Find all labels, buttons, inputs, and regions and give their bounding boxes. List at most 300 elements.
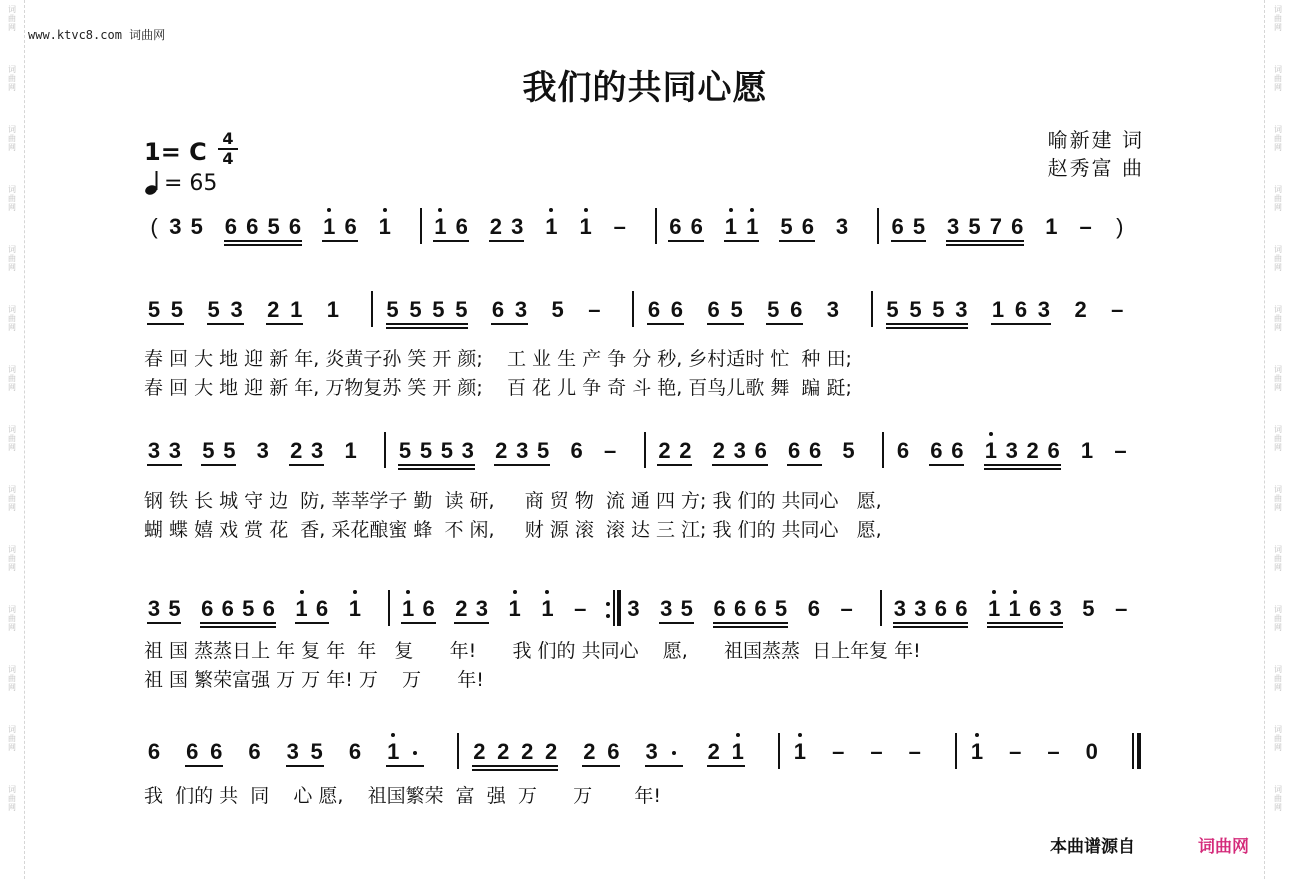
watermark-char: 曲 [1274, 194, 1282, 203]
watermark-char: 词 [8, 425, 16, 434]
note: 2 [473, 739, 486, 764]
note: 1 [387, 739, 400, 764]
beam-underline [147, 323, 184, 325]
note: 2 [679, 438, 692, 463]
beam-underline [645, 765, 683, 767]
watermark-char: 网 [8, 443, 16, 452]
note: 5 [774, 596, 788, 621]
beam-underline [386, 323, 469, 325]
note: 6 [951, 438, 964, 463]
beam-underline [707, 765, 745, 767]
beam-underline [787, 464, 822, 466]
watermark-char: 曲 [8, 674, 16, 683]
note: 1 [984, 438, 997, 463]
watermark-char: 词 [8, 485, 16, 494]
lyric-line: 祖 国 繁荣富强 万 万 年! 万 万 年! [144, 669, 484, 691]
note: 2 [712, 438, 725, 463]
note: – [908, 739, 921, 764]
watermark-char: 网 [8, 23, 16, 32]
watermark-char: 曲 [8, 374, 16, 383]
note: 1 [988, 596, 1001, 621]
note: – [588, 297, 601, 322]
beam-underline [322, 240, 357, 242]
note: 5 [968, 214, 981, 239]
high-octave-dot [406, 590, 410, 594]
beam-underline [893, 622, 968, 624]
watermark-char: 曲 [8, 554, 16, 563]
note: 5 [842, 438, 855, 463]
note: 6 [246, 214, 259, 239]
lyric-line: 春 回 大 地 迎 新 年, 万物复苏 笑 开 颜; 百 花 儿 争 奇 斗 艳, 百鸟儿歌 舞 蹁 跹; [144, 377, 852, 399]
beam-underline [185, 765, 223, 767]
beam-underline [489, 240, 524, 242]
note: 6 [896, 438, 910, 463]
watermark-char: 网 [8, 503, 16, 512]
barline [617, 590, 621, 626]
beam-underline [707, 323, 744, 325]
note: 5 [242, 596, 255, 621]
beam-underline [668, 240, 703, 242]
watermark-char: 曲 [8, 74, 16, 83]
watermark-char: 曲 [8, 434, 16, 443]
high-octave-dot [549, 208, 553, 212]
note: 6 [754, 596, 767, 621]
beam-underline [659, 622, 693, 624]
watermark-char: 词 [1274, 605, 1282, 614]
note: 1 [348, 596, 361, 621]
note: 5 [909, 297, 922, 322]
note: 1 [731, 739, 744, 764]
note: 1 [401, 596, 415, 621]
note: 3 [914, 596, 927, 621]
note: 1 [793, 739, 807, 764]
note: 2 [521, 739, 534, 764]
high-octave-dot [750, 208, 754, 212]
watermark-char: 曲 [1274, 374, 1282, 383]
note: – [1047, 739, 1060, 764]
note: 6 [348, 739, 362, 764]
note: 5 [419, 438, 433, 463]
barline [778, 733, 780, 769]
note: 5 [455, 297, 468, 322]
note: 3 [461, 438, 474, 463]
high-octave-dot [327, 208, 331, 212]
beam-underline [724, 240, 759, 242]
note: 1 [326, 297, 340, 322]
note: 5 [767, 297, 780, 322]
lyric-line: 钢 铁 长 城 守 边 防, 莘莘学子 勤 读 研, 商 贸 物 流 通 四 方; 我 们的 共同心 愿, [144, 490, 882, 512]
watermark-char: 曲 [8, 794, 16, 803]
note: 1 [378, 214, 391, 239]
lyric-line: 我 们的 共 同 心 愿, 祖国繁荣 富 强 万 万 年! [144, 785, 661, 807]
watermark-char: 词 [1274, 365, 1282, 374]
high-octave-dot [989, 432, 993, 436]
beam-underline [472, 769, 558, 771]
note: 5 [1082, 596, 1095, 621]
note: 2 [707, 739, 720, 764]
barline [880, 590, 882, 626]
note: 6 [344, 214, 357, 239]
note: 6 [754, 438, 767, 463]
note: 6 [669, 214, 682, 239]
note: 5 [780, 214, 793, 239]
watermark-char: 曲 [1274, 494, 1282, 503]
beam-underline [224, 244, 302, 246]
note: 6 [288, 214, 302, 239]
watermark-char: 词 [1274, 485, 1282, 494]
watermark-char: 词 [8, 125, 16, 134]
note: – [574, 596, 587, 621]
note: 3 [733, 438, 746, 463]
note: – [1115, 596, 1128, 621]
note: 6 [455, 214, 468, 239]
note: 1 [724, 214, 738, 239]
beam-underline [491, 323, 528, 325]
watermark-char: 网 [8, 623, 16, 632]
note: 3 [1005, 438, 1018, 463]
note: 3 [1049, 596, 1062, 621]
high-octave-dot [545, 590, 549, 594]
note: 1 [1008, 596, 1021, 621]
beam-underline [401, 622, 435, 624]
beam-underline [472, 765, 558, 767]
note: 6 [262, 596, 275, 621]
note: 2 [495, 438, 508, 463]
note: 6 [422, 596, 435, 621]
note: 5 [310, 739, 323, 764]
note: 1 [323, 214, 336, 239]
note: 6 [647, 297, 661, 322]
watermark-char: 词 [8, 725, 16, 734]
note: 3 [147, 438, 161, 463]
watermark-char: 网 [1274, 23, 1282, 32]
note: – [603, 438, 617, 463]
note: ( [150, 214, 158, 239]
watermark-char: 词 [1274, 425, 1282, 434]
beam-underline [713, 622, 788, 624]
high-octave-dot [383, 208, 387, 212]
note: 2 [455, 596, 468, 621]
note: 2 [583, 739, 596, 764]
note: – [1114, 438, 1127, 463]
note: 5 [536, 438, 550, 463]
high-octave-dot [584, 208, 588, 212]
note: 6 [570, 438, 583, 463]
watermark-char: 网 [1274, 143, 1282, 152]
note: 6 [690, 214, 703, 239]
note: 5 [432, 297, 445, 322]
watermark-char: 词 [1274, 125, 1282, 134]
note: 3 [835, 214, 849, 239]
beam-underline [946, 244, 1024, 246]
beam-underline [200, 622, 275, 624]
beam-underline [433, 240, 468, 242]
note: – [840, 596, 853, 621]
note: 3 [516, 438, 529, 463]
beam-underline [289, 464, 324, 466]
watermark-char: 网 [8, 203, 16, 212]
note: 1 [1045, 214, 1058, 239]
tempo-value: = 65 [164, 170, 218, 196]
note: 5 [551, 297, 564, 322]
note: 6 [1011, 214, 1024, 239]
high-octave-dot [992, 590, 996, 594]
beam-underline [386, 327, 469, 329]
barline [644, 432, 646, 468]
note: 3 [169, 214, 182, 239]
watermark-char: 曲 [1274, 614, 1282, 623]
watermark-char: 网 [1274, 443, 1282, 452]
note: 6 [210, 739, 223, 764]
song-title: 我们的共同心愿 [522, 68, 768, 108]
lyric-line: 祖 国 蒸蒸日上 年 复 年 年 复 年! 我 们的 共同心 愿, 祖国蒸蒸 日上年复 年! [144, 640, 921, 662]
note: 7 [989, 214, 1002, 239]
watermark-char: 词 [8, 305, 16, 314]
watermark-char: 曲 [8, 614, 16, 623]
watermark-char: 词 [1274, 665, 1282, 674]
note: 3 [947, 214, 960, 239]
watermark-char: 曲 [1274, 74, 1282, 83]
note: 1 [434, 214, 447, 239]
watermark-char: 词 [1274, 245, 1282, 254]
beam-underline [398, 468, 475, 470]
watermark-char: 曲 [8, 734, 16, 743]
beam-underline [987, 626, 1062, 628]
note: 6 [224, 214, 238, 239]
beam-underline [647, 323, 684, 325]
note: 5 [409, 297, 422, 322]
barline [1137, 733, 1141, 769]
watermark-char: 网 [8, 683, 16, 692]
note: 2 [658, 438, 671, 463]
note: 5 [730, 297, 743, 322]
note: 3 [645, 739, 658, 764]
note: 6 [221, 596, 234, 621]
beam-underline [946, 240, 1024, 242]
barline [384, 432, 386, 468]
watermark-char: 曲 [1274, 134, 1282, 143]
watermark-char: 曲 [1274, 734, 1282, 743]
watermark-char: 词 [1274, 785, 1282, 794]
note: 1 [970, 739, 984, 764]
note: 1 [290, 297, 303, 322]
watermark-char: 网 [1274, 623, 1282, 632]
watermark-char: 词 [8, 545, 16, 554]
watermark-char: 网 [1274, 683, 1282, 692]
watermark-char: 词 [1274, 305, 1282, 314]
note: 1 [746, 214, 759, 239]
watermark-char: 词 [8, 365, 16, 374]
key-signature: 1= C [144, 138, 207, 166]
composer-credit: 赵秀富 曲 [1047, 156, 1144, 180]
beam-underline [779, 240, 814, 242]
beam-underline [454, 622, 488, 624]
note: ) [1116, 214, 1124, 239]
note: 6 [248, 739, 261, 764]
repeat-dot [606, 614, 610, 618]
watermark-char: 网 [8, 83, 16, 92]
note: 3 [168, 438, 182, 463]
barline [457, 733, 459, 769]
note: 5 [932, 297, 945, 322]
note: 2 [497, 739, 510, 764]
meter-bottom: 4 [222, 149, 234, 168]
note: 1 [295, 596, 308, 621]
watermark-char: 词 [8, 5, 16, 14]
watermark-char: 曲 [1274, 794, 1282, 803]
note: 5 [170, 297, 184, 322]
source-label: 本曲谱源自 [1050, 837, 1135, 857]
beam-underline [766, 323, 803, 325]
note: 3 [147, 596, 161, 621]
watermark-char: 曲 [8, 314, 16, 323]
watermark-char: 网 [8, 563, 16, 572]
note: 1 [508, 596, 521, 621]
watermark-char: 网 [8, 383, 16, 392]
high-octave-dot [513, 590, 517, 594]
note: 5 [398, 438, 412, 463]
high-octave-dot [391, 733, 395, 737]
note: 6 [1029, 596, 1042, 621]
barline [420, 208, 422, 244]
barline [877, 208, 879, 244]
note: 3 [627, 596, 640, 621]
high-octave-dot [729, 208, 733, 212]
watermark-char: 网 [8, 743, 16, 752]
beam-underline [713, 626, 788, 628]
note: 5 [267, 214, 280, 239]
note: 2 [290, 438, 303, 463]
note: 3 [286, 739, 299, 764]
note: – [1079, 214, 1092, 239]
high-octave-dot [438, 208, 442, 212]
meter-top: 4 [222, 129, 234, 148]
watermark-char: 网 [1274, 803, 1282, 812]
note: – [832, 739, 845, 764]
beam-underline [207, 323, 244, 325]
barline [882, 432, 884, 468]
note: 2 [267, 297, 280, 322]
high-octave-dot [975, 733, 979, 737]
note: 5 [223, 438, 236, 463]
note: 6 [201, 596, 214, 621]
beam-underline [582, 765, 620, 767]
beam-underline [224, 240, 302, 242]
note: 3 [660, 596, 673, 621]
source-site-link[interactable]: 词曲网 [1198, 837, 1249, 857]
note: 5 [207, 297, 220, 322]
note: – [1009, 739, 1022, 764]
note: 1 [1080, 438, 1094, 463]
watermark-char: 网 [1274, 743, 1282, 752]
beam-underline [893, 626, 968, 628]
watermark-char: 网 [1274, 383, 1282, 392]
augmentation-dot [413, 751, 417, 755]
barline [632, 291, 634, 327]
note: 6 [891, 214, 904, 239]
barline [871, 291, 873, 327]
note: 3 [893, 596, 907, 621]
note: 6 [147, 739, 161, 764]
watermark-char: 曲 [1274, 14, 1282, 23]
site-url[interactable]: www.ktvc8.com 词曲网 [28, 28, 166, 42]
note: 6 [315, 596, 329, 621]
high-octave-dot [798, 733, 802, 737]
beam-underline [987, 622, 1062, 624]
watermark-char: 曲 [1274, 434, 1282, 443]
watermark-char: 词 [8, 185, 16, 194]
note: 6 [788, 438, 801, 463]
watermark-char: 网 [1274, 503, 1282, 512]
note: 6 [713, 596, 726, 621]
note: – [1111, 297, 1124, 322]
note: 6 [1014, 297, 1028, 322]
barline [388, 590, 390, 626]
watermark-char: 网 [8, 263, 16, 272]
watermark-char: 曲 [1274, 254, 1282, 263]
watermark-char: 词 [1274, 185, 1282, 194]
note: 3 [955, 297, 968, 322]
note: 1 [579, 214, 592, 239]
watermark-char: 词 [1274, 725, 1282, 734]
note: 2 [489, 214, 502, 239]
note: 2 [545, 739, 558, 764]
note: 5 [912, 214, 926, 239]
note: 6 [733, 596, 747, 621]
watermark-char: 网 [1274, 263, 1282, 272]
note: 5 [147, 297, 161, 322]
beam-underline [295, 622, 329, 624]
watermark-char: 网 [8, 143, 16, 152]
beam-underline [984, 468, 1061, 470]
watermark-char: 词 [8, 665, 16, 674]
note: 6 [790, 297, 803, 322]
beam-underline [398, 464, 475, 466]
note: 6 [1047, 438, 1060, 463]
high-octave-dot [353, 590, 357, 594]
beam-underline [200, 626, 275, 628]
watermark-char: 网 [8, 803, 16, 812]
note: 3 [514, 297, 528, 322]
beam-underline [201, 464, 236, 466]
note: 6 [670, 297, 684, 322]
watermark-char: 曲 [1274, 554, 1282, 563]
augmentation-dot [672, 751, 676, 755]
beam-underline [984, 464, 1061, 466]
watermark-char: 曲 [8, 134, 16, 143]
watermark-char: 词 [8, 65, 16, 74]
beam-underline [929, 464, 964, 466]
note: 6 [186, 739, 199, 764]
high-octave-dot [300, 590, 304, 594]
beam-underline [266, 323, 303, 325]
watermark-char: 词 [1274, 545, 1282, 554]
note: 6 [934, 596, 947, 621]
watermark-char: 网 [1274, 83, 1282, 92]
watermark-char: 曲 [8, 194, 16, 203]
note: 1 [344, 438, 357, 463]
barline [955, 733, 957, 769]
note: 5 [190, 214, 203, 239]
note: 3 [475, 596, 488, 621]
note: 6 [808, 438, 822, 463]
note: – [870, 739, 883, 764]
watermark-char: 曲 [8, 494, 16, 503]
note: 1 [541, 596, 554, 621]
watermark-char: 词 [8, 785, 16, 794]
note: 3 [311, 438, 324, 463]
note: 6 [707, 297, 720, 322]
